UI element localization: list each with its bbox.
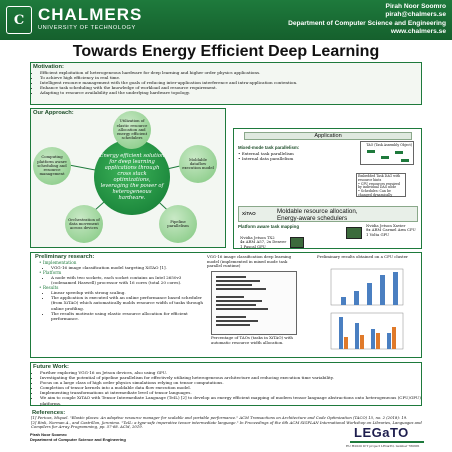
approach-node-left bbox=[33, 147, 71, 185]
list-item: • Schedules: Can be changed dynamically bbox=[358, 189, 393, 197]
code-line bbox=[216, 316, 246, 318]
platform-subheading: • Platform bbox=[39, 270, 62, 276]
list-item: • Adapting to resource availability and the underlying hardware topology. bbox=[40, 90, 421, 95]
xitao-banner bbox=[238, 206, 418, 222]
list-item: • CPU resources required by individual DAG node bbox=[358, 181, 400, 190]
list-item: • The results motivate using elastic resource allocation for efficient performance. bbox=[51, 311, 203, 321]
bar bbox=[344, 337, 348, 349]
future-work-section bbox=[30, 362, 422, 406]
motivation-heading: Motivation: bbox=[33, 64, 64, 70]
list-item: • Completion of tensor kernels into a moldable data flow execution model. bbox=[40, 385, 421, 390]
approach-node-top bbox=[113, 111, 151, 149]
author-department: Department of Computer Science and Engineering bbox=[288, 19, 446, 27]
list-item: • Further exploring VGG-16 on Jetson devices, also using GPU. bbox=[40, 370, 421, 375]
university-website[interactable]: www.chalmers.se bbox=[390, 28, 446, 36]
hardware-xavier bbox=[366, 224, 416, 237]
list-item: • Linear speedup with strong scaling. bbox=[51, 290, 203, 295]
bar bbox=[393, 272, 398, 305]
node-label: Orchestration of data movement across devices bbox=[68, 216, 100, 231]
hw-line: Nvidia Jetson Xavier bbox=[366, 223, 406, 228]
code-line bbox=[216, 284, 252, 286]
list-item: Embedded Task DAG with resource hints bbox=[358, 174, 401, 182]
speedup-chart bbox=[331, 269, 403, 305]
approach-node-bottom-left bbox=[65, 205, 103, 243]
dag-node-icon bbox=[395, 151, 403, 154]
results-list bbox=[33, 290, 203, 321]
vgg16-code-figure bbox=[211, 271, 297, 335]
list-item: • VGG-16 image classification model targeting XiTAO [1]. bbox=[51, 265, 203, 270]
list-item: • External task parallelism bbox=[238, 151, 294, 156]
list-item: • Investigating the potential of pipeline parallelism for effectively utilizing heterogeneous architecture and reducing execution time variability. bbox=[40, 375, 421, 380]
tx2-board-icon bbox=[290, 237, 304, 248]
future-list bbox=[31, 370, 421, 406]
tao-percentage-caption: Percentage of TAOs (tasks in XiTAO) with automatic resource width allocation. bbox=[211, 335, 293, 345]
footer-author-name: Pirah Noor Soomro bbox=[30, 432, 67, 437]
bar bbox=[387, 333, 391, 349]
code-line bbox=[216, 276, 246, 278]
approach-node-bottom-right bbox=[159, 205, 197, 243]
embedded-dag-box bbox=[356, 173, 406, 197]
bar bbox=[339, 317, 343, 349]
prelim-heading: Preliminary research: bbox=[35, 254, 95, 260]
list-item: • The application is executed with an online performance based scheduler (from XiTAO) which automatically molds resource width of tasks through online profiling. bbox=[51, 295, 203, 310]
node-label: Moldable dataflow execution model bbox=[182, 156, 214, 171]
chalmers-logo bbox=[6, 4, 156, 36]
university-name: CHALMERS bbox=[38, 5, 143, 24]
hw-line: 1 Pascal GPU bbox=[240, 243, 266, 249]
list-item: • To achieve high efficiency in real time. bbox=[40, 75, 421, 80]
platform-list bbox=[33, 275, 203, 285]
reference-item: [2] Rink, Norman A., and Castrillon, Jeronimo. "TeIL: a type-safe imperative tensor intermediate language." In Proceedings of the 6th ACM SIGPLAN International Workshop on Libraries, Languages and Compilers for Array Programming, pp. 57-68. ACM, 2019. bbox=[31, 419, 422, 429]
chalmers-crest-icon: C bbox=[6, 6, 32, 34]
approach-section bbox=[30, 108, 226, 248]
code-line bbox=[216, 304, 256, 306]
hw-line: Nvidia Jetson TX2 bbox=[240, 235, 275, 240]
university-subtitle: UNIVERSITY OF TECHNOLOGY bbox=[38, 25, 136, 31]
author-email[interactable]: pirah@chalmers.se bbox=[385, 11, 446, 19]
code-line bbox=[216, 324, 250, 326]
node-label: Computing platform aware scheduling and resource management bbox=[37, 154, 67, 177]
list-item: • Intelligent resource management with the goals of reducing inter-application interference and intra-application contention. bbox=[40, 80, 421, 85]
approach-center-text: Energy efficient solution for deep learning applications through cross stack optimizations, leveraging the power of heterogeneous hardware. bbox=[99, 153, 165, 201]
results-caption: Preliminary results obtained on a CPU cluster bbox=[317, 254, 408, 259]
bar bbox=[360, 335, 364, 349]
bar bbox=[380, 275, 385, 305]
footer-department: Department of Computer Science and Engineering bbox=[30, 437, 126, 442]
application-section bbox=[233, 128, 422, 249]
xavier-board-icon bbox=[346, 227, 362, 239]
list-item: • Implementing transformations at intermediate level of tensor languages. bbox=[40, 390, 421, 395]
code-line bbox=[216, 288, 266, 290]
tao-box-label: TAO (Task Assembly Object) bbox=[366, 143, 412, 147]
xitao-description bbox=[277, 208, 357, 222]
author-contact bbox=[288, 3, 446, 37]
code-line bbox=[216, 296, 244, 298]
hardware-tx2 bbox=[240, 236, 286, 249]
hw-line: 4x ARM A57, 2x Denver bbox=[240, 239, 287, 245]
approach-heading: Our Approach: bbox=[33, 110, 74, 116]
tao-dag-box bbox=[360, 141, 414, 165]
node-label: Pipeline parallelism bbox=[167, 218, 189, 228]
code-line bbox=[216, 300, 262, 302]
mixed-mode-list bbox=[238, 151, 294, 161]
preliminary-text bbox=[33, 253, 203, 321]
mixed-mode-title: Mixed-mode task parallelism: bbox=[238, 145, 300, 150]
bar bbox=[354, 291, 359, 305]
list-item: • A node with two sockets, each socket contains an Intel 2650v3 (codenamed Haswell) processor with 16 cores (total 20 cores). bbox=[51, 275, 203, 285]
bar bbox=[371, 329, 375, 349]
legato-logo: LEGaTO bbox=[354, 425, 409, 440]
legato-subtitle: EU H2020 ICT project LEGaTO, number 780681 bbox=[346, 444, 420, 448]
xitao-line: Moldable resource allocation, bbox=[277, 208, 358, 215]
approach-center-circle bbox=[94, 139, 170, 215]
dag-node-icon bbox=[367, 150, 375, 153]
code-caption: VGG-16 image classification deep learning model (implemented in mixed mode task parallel runtime) bbox=[207, 254, 292, 268]
code-line bbox=[216, 280, 260, 282]
platform-mapping-title: Platform aware task mapping bbox=[238, 224, 299, 229]
dag-node-icon bbox=[401, 159, 409, 162]
bar bbox=[341, 297, 346, 305]
tao-width-chart bbox=[331, 313, 403, 349]
bar bbox=[392, 327, 396, 349]
list-item: • Internal data parallelism bbox=[238, 156, 294, 161]
reference-item: [1] Pericas, Miquel. "Elastic places: An adaptive resource manager for scalable and portable performance." ACM Transactions on Architecture and Code Optimization (TACO) 15, no. 2 (2018): 19. bbox=[31, 415, 408, 420]
bar bbox=[355, 323, 359, 349]
results-charts bbox=[321, 267, 419, 355]
motivation-section bbox=[30, 62, 422, 105]
hw-line: 1 Volta GPU bbox=[366, 231, 390, 237]
poster-header bbox=[0, 0, 452, 40]
list-item: • Enhance task scheduling with the knowledge of workload and resource requirement. bbox=[40, 85, 421, 90]
application-heading: Application bbox=[244, 132, 412, 140]
motivation-list bbox=[31, 70, 421, 95]
future-heading: Future Work: bbox=[33, 364, 69, 370]
results-subheading: • Results bbox=[39, 285, 59, 291]
legato-underline bbox=[350, 441, 424, 443]
dag-node-icon bbox=[381, 156, 389, 159]
author-name: Pirah Noor Soomro bbox=[385, 3, 446, 10]
xitao-line: Energy-aware schedulers bbox=[277, 215, 348, 222]
bar bbox=[376, 333, 380, 349]
preliminary-research-section bbox=[30, 252, 422, 358]
list-item: • We aim to couple XiTAO with Tensor Intermediate Language (TeIL) [2] to develop an energy efficient mapping of modern tensor language abstractions onto heterogeneous (CPU/GPU) platforms. bbox=[40, 395, 421, 405]
references-heading: References: bbox=[32, 410, 66, 416]
bar bbox=[367, 283, 372, 305]
code-line bbox=[216, 308, 268, 310]
implementation-subheading: • Implementation bbox=[39, 260, 77, 265]
code-line bbox=[216, 320, 258, 322]
approach-node-right bbox=[179, 145, 217, 183]
poster-title: Towards Energy Efficient Deep Learning bbox=[72, 43, 380, 60]
footer-author bbox=[30, 432, 126, 442]
list-item: • Focus on a large class of high order physics simulations relying on tensor computations. bbox=[40, 380, 421, 385]
node-label: Utilization of elastic resource allocation and energy efficient schedulers bbox=[116, 118, 148, 141]
list-item: • Efficient exploitation of heterogeneous hardware for deep learning and higher order physics applications. bbox=[40, 70, 421, 75]
xitao-logo: XiTAO bbox=[242, 211, 256, 216]
hw-line: 8x ARM Carmel Arm CPU bbox=[366, 227, 416, 233]
